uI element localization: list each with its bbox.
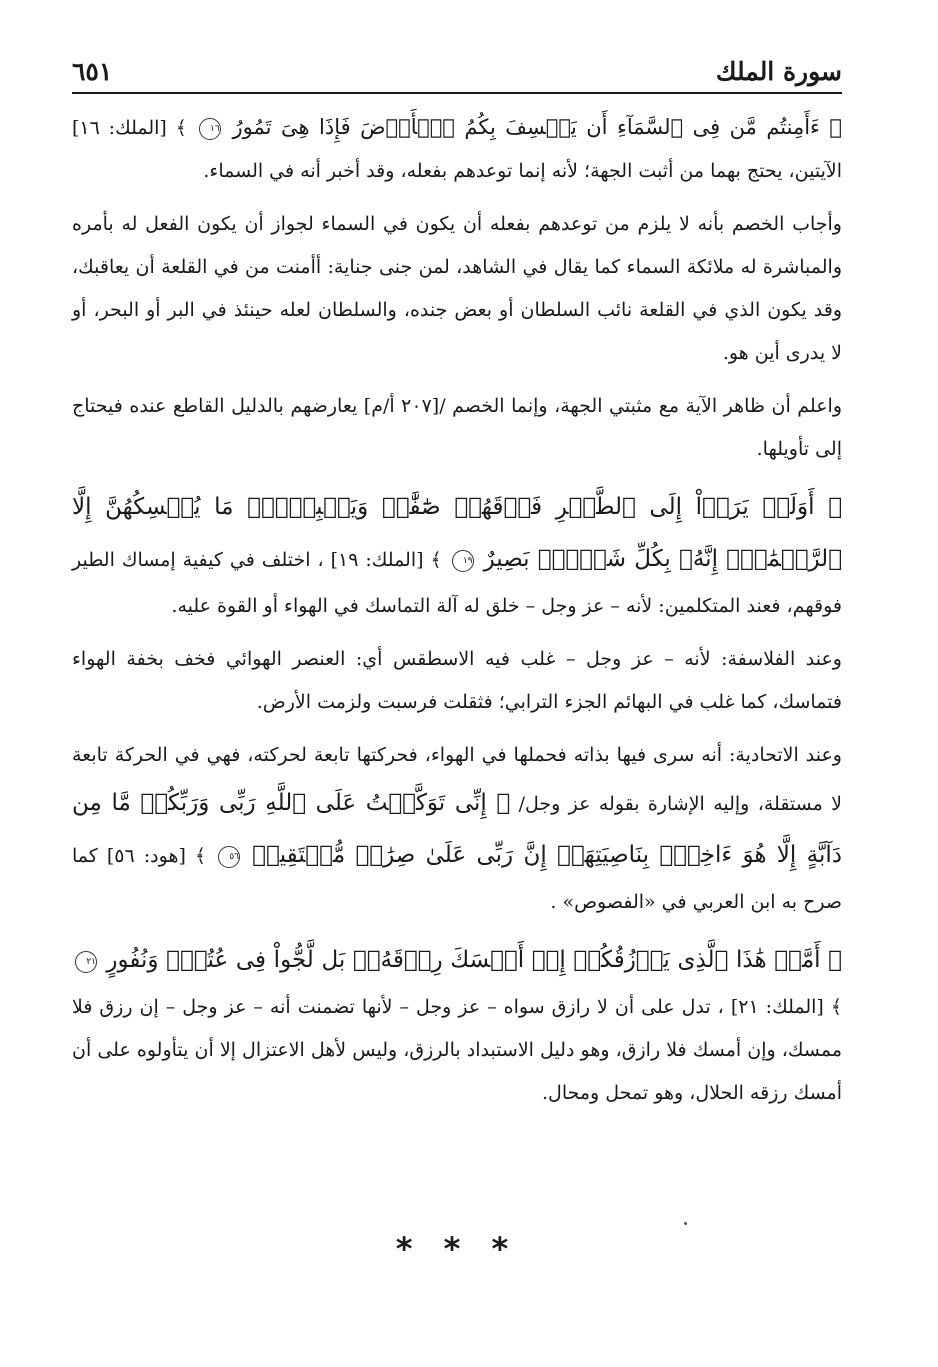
quran-verse: ﴿ أَوَلَمۡ يَرَوۡاْ إِلَى ٱلطَّيۡرِ فَوۡقَهُمۡ صَٰٓفَّٰتٖ وَيَقۡبِضۡنَۚ مَا يُمۡسِكُهُنَّ إِلَّا ٱلرَّحۡمَٰنُۚ إِنَّهُۥ بِكُلِّ شَيۡءِۭ بَصِيرٌ xyxy=(72,494,842,572)
verse-number-marker: ٥٦ xyxy=(218,846,240,868)
paragraph-5 xyxy=(72,638,842,724)
paragraph-text: ، تدل على أن لا رازق سواه – عز وجل – لأنها تضمنت أنه – عز وجل – إن رزق فلا ممسك، وإن أمسك فلا رازق، وهو دليل الاستبداد بالرزق، وليس لأهل الاعتزال إلا أن يتأولوه على أن أمسك رزقه الحلال، وهو تمحل ومحال. xyxy=(72,996,842,1104)
quran-verse: ﴿ ءَأَمِنتُم مَّن فِى ٱلسَّمَآءِ أَن يَخۡسِفَ بِكُمُ ٱلۡأَرۡضَ فَإِذَا هِىَ تَمُورُ xyxy=(232,115,843,139)
verse-reference: ﴾ [الملك: ١٦] xyxy=(72,117,187,139)
paragraph-3 xyxy=(72,385,842,471)
section-separator: * * * xyxy=(395,1230,519,1268)
paragraph-7 xyxy=(72,934,842,1115)
page-header xyxy=(72,40,842,94)
page xyxy=(72,40,842,1340)
verse-number-marker: ١٩ xyxy=(452,550,474,572)
paragraph-text: واعلم أن ظاهر الآية مع مثبتي الجهة، وإنما الخصم /[٢٠٧ أ/م] يعارضهم بالدليل القاطع عنده فيحتاج إلى تأويلها. xyxy=(72,395,843,460)
verse-number-marker: ١٦ xyxy=(199,118,221,140)
quran-verse: ﴿ أَمَّنۡ هَٰذَا ٱلَّذِى يَرۡزُقُكُمۡ إِنۡ أَمۡسَكَ رِزۡقَهُۥۚ بَل لَّجُّواْ فِى عُتُوّٖ وَنُفُورٍ xyxy=(106,947,842,973)
verse-reference: ﴾ [الملك: ١٩] xyxy=(330,549,442,571)
paragraph-4 xyxy=(72,481,842,628)
surah-title: سورة الملك xyxy=(715,57,842,86)
paragraph-text: وعند الفلاسفة: لأنه – عز وجل – غلب فيه الاسطقس أي: العنصر الهوائي فخف بخفة الهواء فتماسك، كما غلب في البهائم الجزء الترابي؛ فثقلت فرسبت ولزمت الأرض. xyxy=(72,648,842,713)
paragraph-6 xyxy=(72,734,842,924)
paragraph-1 xyxy=(72,106,842,193)
verse-reference: ﴾ [هود: ٥٦] xyxy=(106,845,207,867)
paragraph-tail-text: كما صرح به ابن العربي في «الفصوص» . xyxy=(72,845,842,913)
verse-number-marker: ٢١ xyxy=(75,951,97,973)
paragraph-text: الآيتين، يحتج بهما من أثبت الجهة؛ لأنه إنما توعدهم بفعله، وقد أخبر أنه في السماء. xyxy=(203,160,842,182)
paragraph-text: وعند الاتحادية: أنه سرى فيها بذاته فحملها في الهواء، فحركتها تابعة لحركته، فهي في الحركة تابعة لا مستقلة، وإليه الإشارة بقوله عز وجل/ xyxy=(72,744,842,815)
page-number: ٦٥١ xyxy=(72,57,113,86)
paragraph-2 xyxy=(72,203,842,375)
page-content xyxy=(72,106,842,1115)
paragraph-text: وأجاب الخصم بأنه لا يلزم من توعدهم بفعله أن يكون في السماء لجواز أن يكون الفعل له بأمره والمباشرة له ملائكة السماء كما يقال في الشاهد، لمن جنى جناية: أأمنت من في القلعة أن يعاقبك، وقد يكون الذي في القلعة نائب السلطان أو بعض جنده، والسلطان لعله حينئذ في البر أو البحر، أو لا يدرى أين هو. xyxy=(72,213,842,364)
paragraph-text: ، اختلف في كيفية إمساك الطير فوقهم، فعند المتكلمين: لأنه – عز وجل – خلق له آلة التماسك في الهواء أو القوة عليه. xyxy=(72,549,842,617)
print-speck xyxy=(684,1222,687,1225)
verse-reference: ﴾ [الملك: ٢١] xyxy=(730,996,842,1018)
quran-verse: ﴿ إِنِّى تَوَكَّلۡتُ عَلَى ٱللَّهِ رَبِّى وَرَبِّكُمۚ مَّا مِن دَآبَّةٍ إِلَّا هُوَ ءَاخِذُۢ بِنَاصِيَتِهَآۚ إِنَّ رَبِّى عَلَىٰ صِرَٰطٖ مُّسۡتَقِيمٖ xyxy=(72,790,842,868)
